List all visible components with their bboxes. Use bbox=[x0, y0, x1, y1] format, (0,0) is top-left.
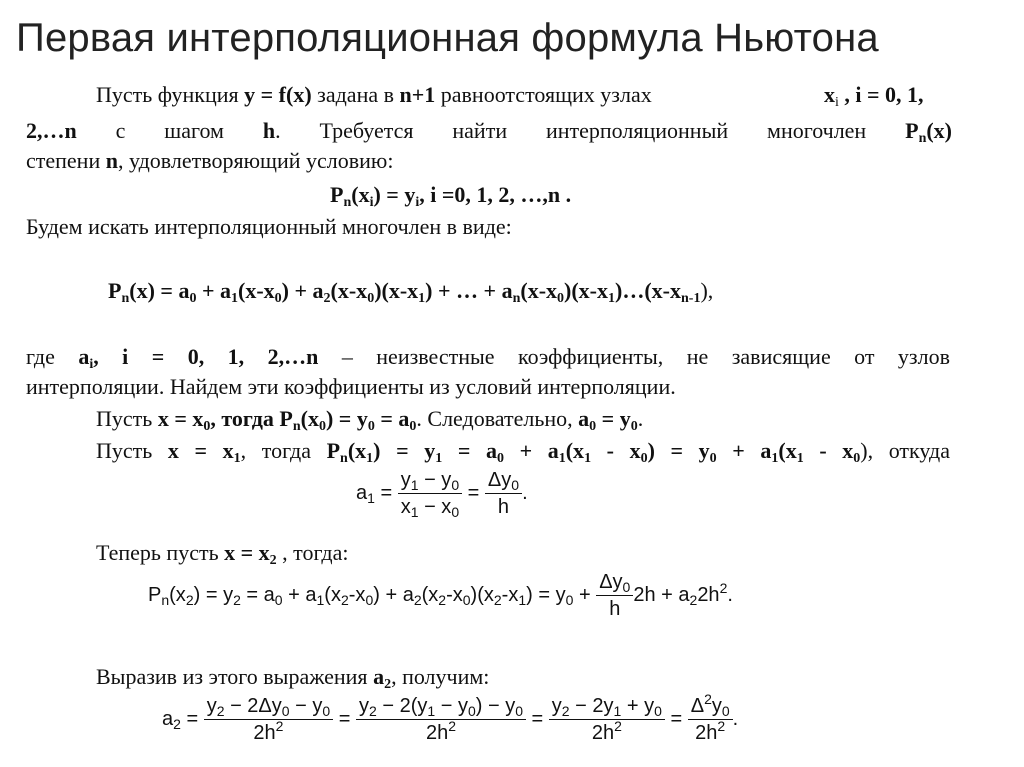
a2-formula: $a_2$ = $\frac{y_2 - 2\Delta y_0 - y_0}{2h^2}$ = $\frac{y_2 - 2(y_1 - y_0) - y_0}{2h^2}$ = $\frac{y_2 - 2y_1 + y_0}{2h^2}$ = $\frac{\Delta^2y_0}{2h^2}$ . bbox=[162, 691, 739, 744]
a2-fraction-3: $\frac{y_2 - 2y_1 + y_0}{2h^2}$ bbox=[549, 694, 665, 745]
para3-line1: где $a_i$, i = 0, 1, 2,…n – неизвестные коэффициенты, не зависящие от узлов bbox=[26, 344, 950, 372]
p2-fraction: $\frac{\Delta y_0}{h}$ bbox=[596, 570, 633, 621]
a2-fraction-2: $\frac{y_2 - 2(y_1 - y_0) - y_0}{2h^2}$ bbox=[356, 694, 526, 745]
para5: Пусть $x = x_1$, тогда $P_n(x_1) = y_1 = a_0 + a_1(x_1 - x_0) = y_0 + a_1(x_1 - x_0)$, откуда bbox=[96, 438, 950, 466]
para4: Пусть $x = x_0$, тогда $P_n(x_0) = y_0 = a_0$. Следовательно, $a_0 = y_0$. bbox=[96, 406, 644, 434]
newton-polynomial-formula: $P_n(x) = a_0 + a_1(x-x_0) + a_2(x-x_0)(x-x_1)$ + … + $a_n(x-x_0)(x-x_1)\dots(x-x_{n-1})$, bbox=[108, 278, 714, 306]
para1-line1-end: $x_i$ , i = 0, 1, bbox=[824, 82, 924, 110]
para7: Выразив из этого выражения $a_2$, получим: bbox=[96, 664, 490, 692]
p-x2-formula: $P_n(x_2) = y_2 = a_0 + a_1(x_2-x_0) + a_2(x_2-x_0)(x_2-x_1) = y_0$ + $\frac{\Delta y_0}{h}$ $2h + a_22h^2$. bbox=[148, 571, 733, 620]
a2-fraction-4: $\frac{\Delta^2y_0}{2h^2}$ bbox=[688, 694, 733, 745]
slide-title: Первая интерполяционная формула Ньютона bbox=[16, 16, 879, 60]
a1-formula: $a_1$ = $\frac{y_1 - y_0}{x_1 - x_0}$ = $\frac{\Delta y_0}{h}$ . bbox=[356, 469, 528, 520]
para2: Будем искать интерполяционный многочлен в виде: bbox=[26, 214, 512, 239]
para6: Теперь пусть $x = x_2$ , тогда: bbox=[96, 540, 349, 568]
interpolation-condition: $P_n(x_i) = y_i$, i =0, 1, 2, …,n . bbox=[330, 182, 572, 210]
para1-line2: 2,…n с шагом h. Требуется найти интерполяционный многочлен $P_n(x)$ bbox=[26, 118, 953, 146]
para1-line3: степени n, удовлетворяющий условию: bbox=[26, 148, 394, 173]
para1-line1: Пусть функция y = f(x) задана в n+1 равноотстоящих узлах bbox=[96, 82, 652, 107]
para3-line2: интерполяции. Найдем эти коэффициенты из условий интерполяции. bbox=[26, 374, 676, 399]
a2-fraction-1: $\frac{y_2 - 2\Delta y_0 - y_0}{2h^2}$ bbox=[204, 694, 333, 745]
a1-fraction-1: $\frac{y_1 - y_0}{x_1 - x_0}$ bbox=[398, 468, 462, 519]
a1-fraction-2: $\frac{\Delta y_0}{h}$ bbox=[485, 468, 522, 519]
